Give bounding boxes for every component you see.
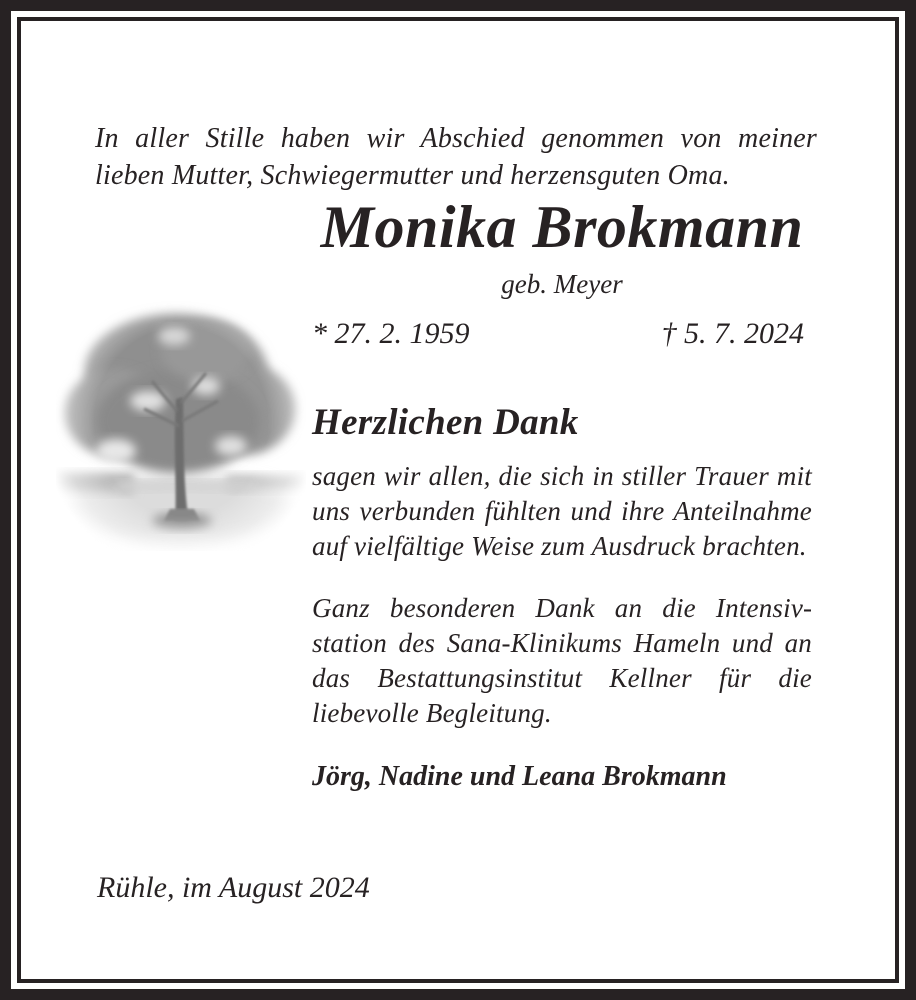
life-dates (312, 317, 812, 351)
main-column (312, 196, 812, 793)
memorial-tree-image (56, 281, 306, 551)
thanks-paragraph: sagen wir allen, die sich in stiller Trauer mit uns verbunden fühlten und ihre Anteilnahme auf vielfältige Weise zum Ausdruck brachten. (312, 460, 812, 561)
place-and-date: Rühle, im August 2024 (97, 871, 370, 904)
deceased-name: Monika Brokmann (320, 194, 804, 260)
death-date: † 5. 7. 2024 (661, 317, 804, 350)
thanks-heading: Herzlichen Dank (312, 402, 579, 443)
intro-text: In aller Stille haben wir Abschied genommen von meiner lieben Mutter, Schwiegermutter und herzensguten Oma. (95, 123, 817, 191)
special-thanks-paragraph: Ganz besonderen Dank an die Intensivstation des Sana-Klinikums Hameln und an das Bestattungsinstitut Kellner für die liebevolle Begleitung. (312, 592, 812, 728)
family-signature: Jörg, Nadine und Leana Brokmann (312, 760, 727, 792)
tree-icon (56, 281, 306, 551)
birth-date: * 27. 2. 1959 (312, 317, 470, 350)
maiden-name: geb. Meyer (501, 269, 623, 299)
